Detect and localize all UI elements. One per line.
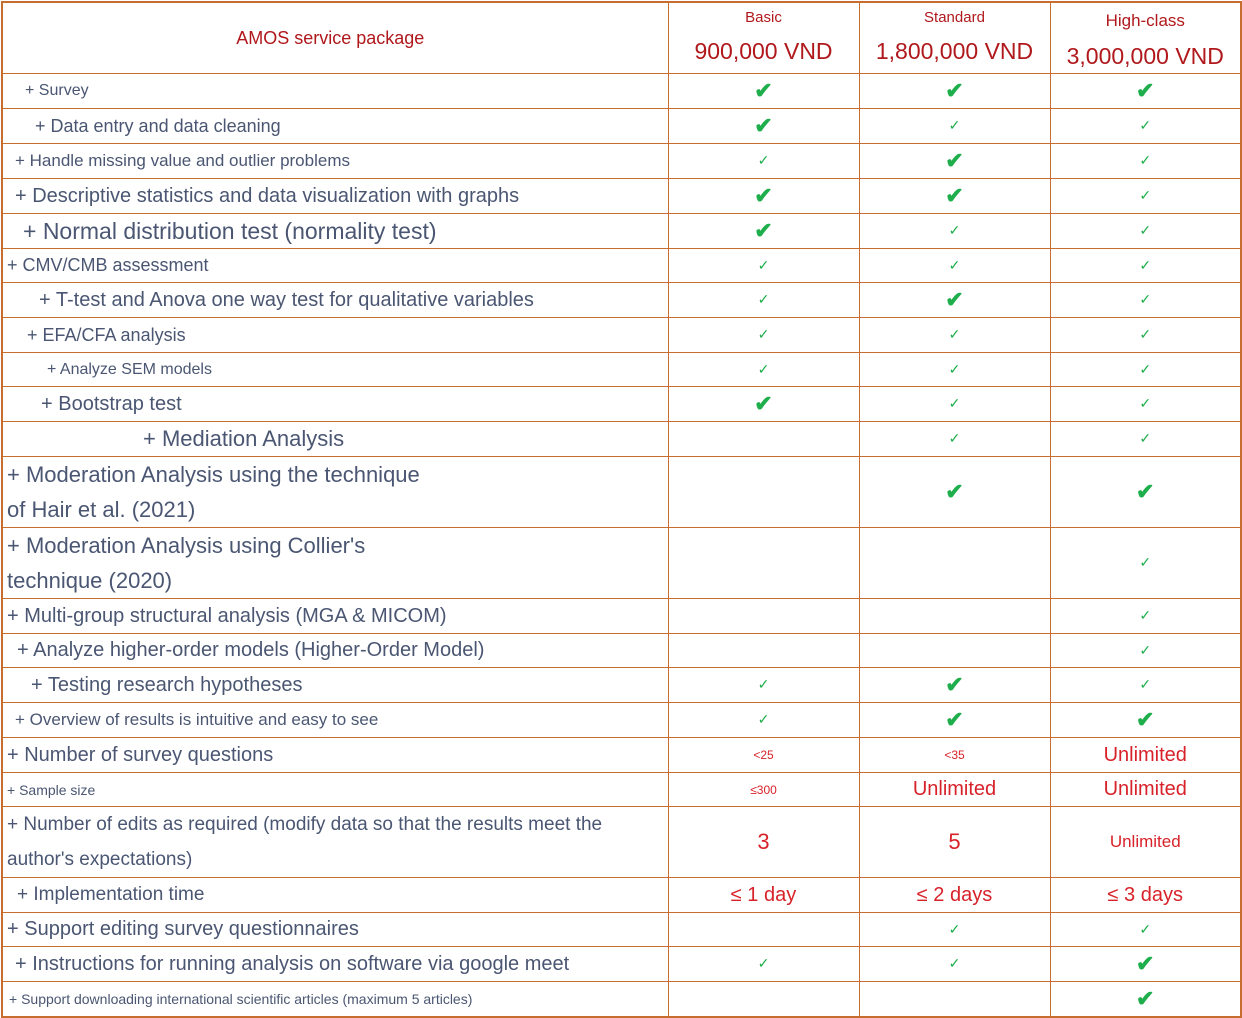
value-cell bbox=[668, 703, 859, 738]
value-cell bbox=[668, 318, 859, 353]
value-cell bbox=[859, 144, 1050, 179]
value-text: <35 bbox=[944, 748, 965, 762]
value-text: Unlimited bbox=[912, 778, 997, 800]
value-cell bbox=[1050, 249, 1241, 283]
value-cell bbox=[668, 668, 859, 703]
value-cell bbox=[1050, 74, 1241, 109]
check-icon: ✓ bbox=[948, 117, 961, 133]
value-text: Unlimited bbox=[1103, 778, 1187, 800]
value-cell bbox=[1050, 387, 1241, 422]
tier-price: 3,000,000 VND bbox=[1066, 43, 1224, 69]
table-row bbox=[2, 878, 1241, 913]
check-icon: ✔ bbox=[754, 183, 773, 208]
table-row bbox=[2, 387, 1241, 422]
value-cell bbox=[859, 422, 1050, 457]
table-row bbox=[2, 528, 1241, 599]
feature-label: + Analyze SEM models bbox=[2, 353, 668, 387]
value-cell bbox=[1050, 913, 1241, 947]
table-row bbox=[2, 144, 1241, 179]
table-row bbox=[2, 74, 1241, 109]
table-row bbox=[2, 773, 1241, 807]
feature-label: + Number of survey questions bbox=[2, 738, 668, 773]
check-icon: ✓ bbox=[757, 711, 770, 727]
value-cell bbox=[1050, 668, 1241, 703]
check-icon: ✓ bbox=[757, 256, 770, 273]
check-icon: ✓ bbox=[948, 920, 961, 937]
check-icon: ✓ bbox=[757, 676, 770, 692]
value-cell bbox=[668, 773, 859, 807]
value-cell bbox=[668, 807, 859, 878]
value-text: ≤ 1 day bbox=[730, 883, 797, 906]
value-cell bbox=[668, 283, 859, 318]
value-cell bbox=[668, 913, 859, 947]
check-icon: ✓ bbox=[1139, 326, 1152, 342]
table-row bbox=[2, 634, 1241, 668]
value-cell bbox=[859, 179, 1050, 214]
value-cell bbox=[1050, 457, 1241, 528]
check-icon: ✔ bbox=[754, 78, 773, 103]
feature-label bbox=[2, 457, 668, 528]
value-cell bbox=[668, 457, 859, 528]
value-cell bbox=[1050, 528, 1241, 599]
check-icon: ✓ bbox=[1139, 641, 1152, 658]
value-cell bbox=[668, 179, 859, 214]
table-row bbox=[2, 703, 1241, 738]
feature-label: + Sample size bbox=[2, 773, 668, 807]
value-cell bbox=[668, 422, 859, 457]
feature-line: technique (2020) bbox=[7, 568, 173, 593]
value-cell bbox=[859, 668, 1050, 703]
value-cell bbox=[859, 773, 1050, 807]
pricing-table bbox=[1, 1, 1242, 1018]
table-row bbox=[2, 982, 1241, 1017]
value-cell bbox=[859, 528, 1050, 599]
value-cell bbox=[668, 144, 859, 179]
check-icon: ✓ bbox=[1139, 395, 1152, 411]
check-icon: ✓ bbox=[1139, 554, 1152, 570]
check-icon: ✔ bbox=[945, 672, 964, 697]
value-cell bbox=[668, 528, 859, 599]
feature-label: + Analyze higher-order models (Higher-Order Model) bbox=[2, 634, 668, 668]
value-cell bbox=[668, 634, 859, 668]
table-row bbox=[2, 947, 1241, 982]
check-icon: ✓ bbox=[757, 955, 770, 971]
feature-label: + T-test and Anova one way test for qualitative variables bbox=[2, 283, 668, 318]
check-icon: ✓ bbox=[948, 395, 961, 411]
feature-label: + Survey bbox=[2, 74, 668, 109]
check-icon: ✓ bbox=[948, 955, 961, 971]
feature-line: + Moderation Analysis using Collier's bbox=[7, 533, 366, 558]
check-icon: ✓ bbox=[757, 326, 770, 342]
check-icon: ✓ bbox=[1139, 187, 1152, 203]
feature-label: + Descriptive statistics and data visualization with graphs bbox=[2, 179, 668, 214]
check-icon: ✔ bbox=[754, 391, 773, 416]
value-cell bbox=[859, 74, 1050, 109]
value-cell bbox=[1050, 947, 1241, 982]
check-icon: ✔ bbox=[945, 183, 964, 208]
value-cell bbox=[1050, 109, 1241, 144]
value-cell bbox=[859, 913, 1050, 947]
check-icon: ✔ bbox=[1136, 951, 1155, 976]
table-title: AMOS service package bbox=[2, 2, 668, 74]
value-cell bbox=[859, 878, 1050, 913]
value-cell bbox=[668, 982, 859, 1017]
check-icon: ✔ bbox=[1136, 985, 1155, 1011]
value-cell bbox=[1050, 318, 1241, 353]
table-row bbox=[2, 283, 1241, 318]
table-row bbox=[2, 738, 1241, 773]
table-row bbox=[2, 807, 1241, 878]
check-icon: ✓ bbox=[1139, 430, 1152, 446]
feature-label: + Handle missing value and outlier problems bbox=[2, 144, 668, 179]
value-cell bbox=[859, 703, 1050, 738]
value-cell bbox=[1050, 738, 1241, 773]
value-cell bbox=[859, 807, 1050, 878]
tier-high-class bbox=[1050, 2, 1241, 74]
feature-label: + Normal distribution test (normality test) bbox=[2, 214, 668, 249]
value-cell bbox=[1050, 773, 1241, 807]
header-row bbox=[2, 2, 1241, 74]
value-cell bbox=[668, 353, 859, 387]
feature-label: + Bootstrap test bbox=[2, 387, 668, 422]
value-cell bbox=[859, 353, 1050, 387]
feature-label: + Implementation time bbox=[2, 878, 668, 913]
value-cell bbox=[1050, 634, 1241, 668]
value-text: <25 bbox=[753, 748, 774, 762]
value-cell bbox=[668, 249, 859, 283]
value-cell bbox=[1050, 599, 1241, 634]
value-text: ≤ 2 days bbox=[916, 883, 993, 906]
value-cell bbox=[1050, 353, 1241, 387]
check-icon: ✓ bbox=[948, 222, 961, 238]
value-text: Unlimited bbox=[1109, 832, 1181, 851]
value-cell bbox=[668, 738, 859, 773]
feature-line: + Moderation Analysis using the technique bbox=[7, 462, 420, 487]
check-icon: ✔ bbox=[945, 148, 964, 173]
table-row bbox=[2, 599, 1241, 634]
feature-label: + CMV/CMB assessment bbox=[2, 249, 668, 283]
value-cell bbox=[859, 599, 1050, 634]
value-text: 5 bbox=[948, 829, 961, 854]
value-cell bbox=[1050, 703, 1241, 738]
value-cell bbox=[859, 387, 1050, 422]
value-text: Unlimited bbox=[1103, 743, 1187, 766]
feature-line: of Hair et al. (2021) bbox=[7, 497, 196, 522]
feature-label: + Support downloading international scientific articles (maximum 5 articles) bbox=[2, 982, 668, 1017]
value-cell bbox=[668, 599, 859, 634]
value-cell bbox=[1050, 982, 1241, 1017]
check-icon: ✔ bbox=[1136, 479, 1155, 504]
check-icon: ✓ bbox=[948, 256, 961, 273]
check-icon: ✓ bbox=[948, 326, 961, 342]
value-cell bbox=[1050, 144, 1241, 179]
check-icon: ✓ bbox=[1139, 222, 1152, 238]
value-cell bbox=[1050, 179, 1241, 214]
feature-line: + Number of edits as required (modify data so that the results meet the bbox=[7, 814, 603, 835]
value-cell bbox=[859, 457, 1050, 528]
feature-label: + Instructions for running analysis on software via google meet bbox=[2, 947, 668, 982]
feature-label: + Mediation Analysis bbox=[2, 422, 668, 457]
table-row bbox=[2, 109, 1241, 144]
value-cell bbox=[859, 109, 1050, 144]
feature-label: + Data entry and data cleaning bbox=[2, 109, 668, 144]
value-cell bbox=[1050, 422, 1241, 457]
value-cell bbox=[668, 74, 859, 109]
check-icon: ✓ bbox=[757, 152, 770, 168]
check-icon: ✔ bbox=[1136, 707, 1155, 732]
feature-label: + Support editing survey questionnaires bbox=[2, 913, 668, 947]
value-text: ≤300 bbox=[750, 782, 777, 797]
feature-label bbox=[2, 807, 668, 878]
table-row bbox=[2, 318, 1241, 353]
check-icon: ✔ bbox=[945, 287, 964, 312]
value-cell bbox=[668, 878, 859, 913]
value-cell bbox=[859, 318, 1050, 353]
table-row bbox=[2, 249, 1241, 283]
tier-price: 1,800,000 VND bbox=[875, 38, 1034, 64]
check-icon: ✓ bbox=[757, 291, 770, 307]
value-cell bbox=[668, 214, 859, 249]
check-icon: ✔ bbox=[1136, 78, 1155, 103]
value-cell bbox=[859, 283, 1050, 318]
value-cell bbox=[1050, 878, 1241, 913]
check-icon: ✓ bbox=[1139, 607, 1152, 623]
feature-label: + EFA/CFA analysis bbox=[2, 318, 668, 353]
tier-price: 900,000 VND bbox=[694, 38, 833, 64]
value-cell bbox=[668, 387, 859, 422]
tier-name: Standard bbox=[924, 9, 985, 26]
check-icon: ✓ bbox=[1139, 360, 1152, 377]
value-cell bbox=[859, 947, 1050, 982]
feature-line: author's expectations) bbox=[7, 849, 193, 870]
value-text: ≤ 3 days bbox=[1107, 883, 1183, 906]
feature-label: + Testing research hypotheses bbox=[2, 668, 668, 703]
check-icon: ✓ bbox=[1139, 117, 1152, 133]
table-row bbox=[2, 214, 1241, 249]
value-cell bbox=[1050, 807, 1241, 878]
value-cell bbox=[859, 738, 1050, 773]
value-cell bbox=[668, 109, 859, 144]
value-cell bbox=[859, 249, 1050, 283]
value-cell bbox=[1050, 214, 1241, 249]
feature-label bbox=[2, 528, 668, 599]
check-icon: ✓ bbox=[1139, 152, 1152, 168]
tier-name: Basic bbox=[745, 9, 782, 26]
table-row bbox=[2, 353, 1241, 387]
check-icon: ✓ bbox=[948, 360, 961, 377]
check-icon: ✓ bbox=[1139, 291, 1152, 307]
check-icon: ✔ bbox=[754, 113, 773, 138]
value-cell bbox=[1050, 283, 1241, 318]
check-icon: ✓ bbox=[1139, 256, 1152, 273]
check-icon: ✓ bbox=[1139, 920, 1152, 937]
check-icon: ✔ bbox=[945, 707, 964, 732]
table-row bbox=[2, 179, 1241, 214]
value-cell bbox=[859, 982, 1050, 1017]
check-icon: ✓ bbox=[757, 360, 770, 377]
table-row bbox=[2, 668, 1241, 703]
value-cell bbox=[859, 634, 1050, 668]
value-cell bbox=[859, 214, 1050, 249]
table-row bbox=[2, 913, 1241, 947]
tier-basic bbox=[668, 2, 859, 74]
feature-label: + Overview of results is intuitive and easy to see bbox=[2, 703, 668, 738]
value-cell bbox=[668, 947, 859, 982]
check-icon: ✓ bbox=[948, 430, 961, 446]
table-row bbox=[2, 422, 1241, 457]
check-icon: ✔ bbox=[754, 218, 773, 243]
check-icon: ✔ bbox=[945, 479, 964, 504]
check-icon: ✓ bbox=[1139, 676, 1152, 692]
table-row bbox=[2, 457, 1241, 528]
tier-standard bbox=[859, 2, 1050, 74]
feature-label: + Multi-group structural analysis (MGA & MICOM) bbox=[2, 599, 668, 634]
value-text: 3 bbox=[757, 829, 770, 854]
check-icon: ✔ bbox=[945, 78, 964, 103]
tier-name: High-class bbox=[1105, 11, 1185, 30]
